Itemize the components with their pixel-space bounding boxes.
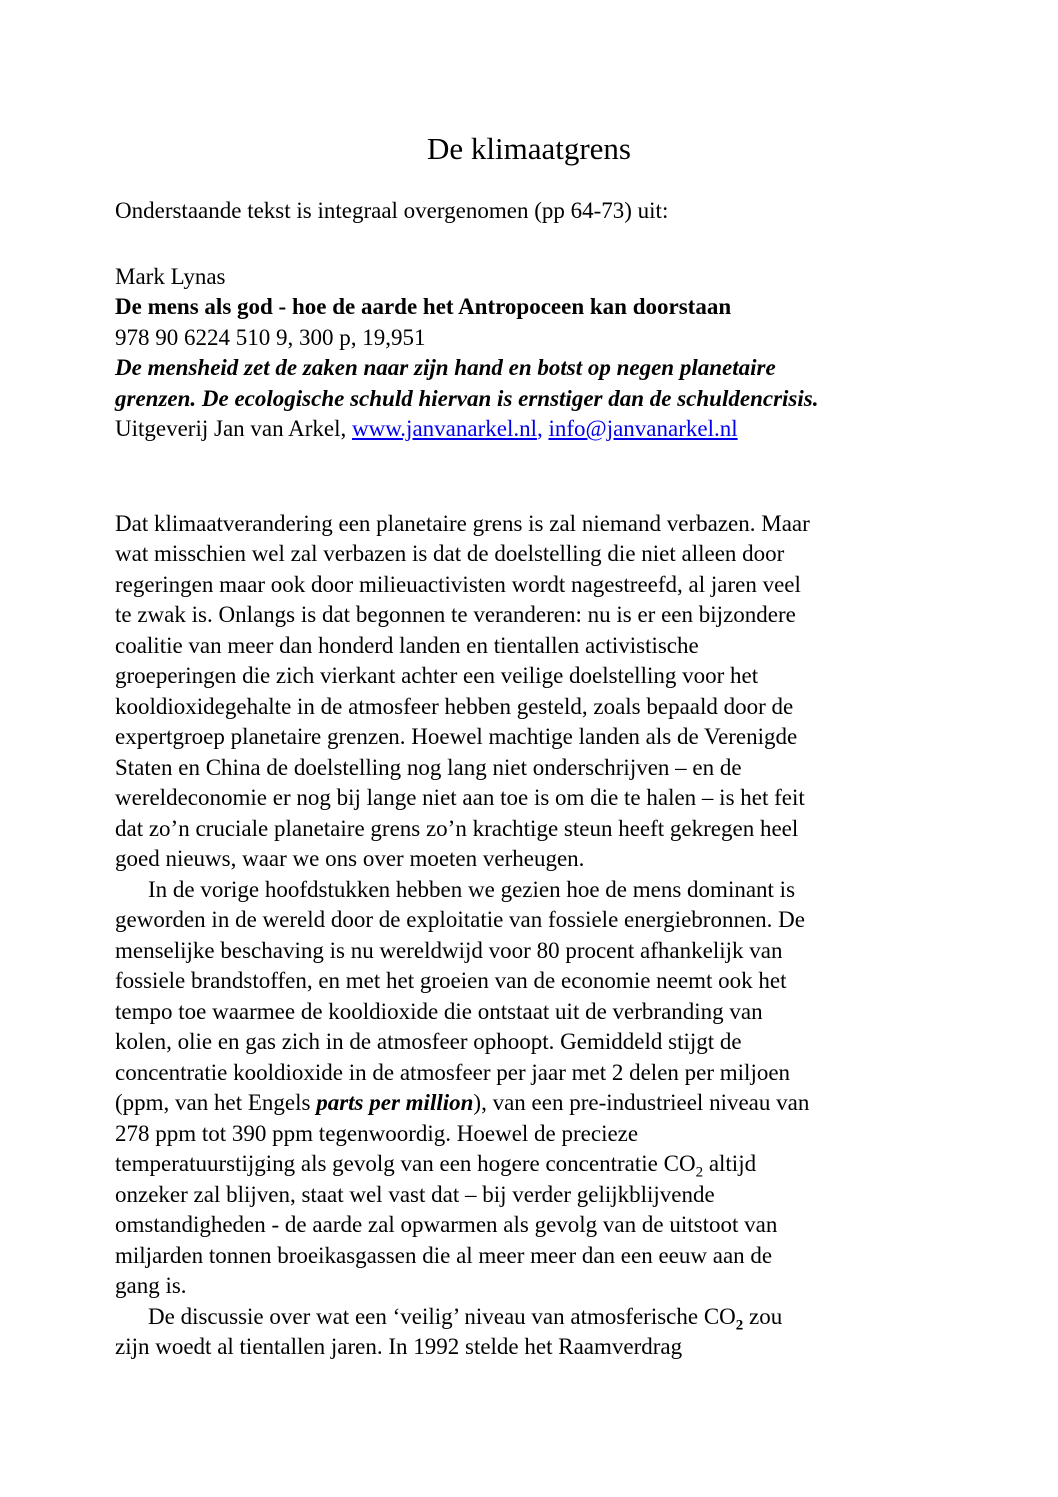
body-line: 278 ppm tot 390 ppm tegenwoordig. Hoewel de precieze — [115, 1120, 639, 1146]
body-line: omstandigheden - de aarde zal opwarmen als gevolg van de uitstoot van — [115, 1212, 778, 1237]
body-line: goed nieuws, waar we ons over moeten verheugen. — [115, 846, 585, 871]
page-title: De klimaatgrens — [426, 131, 631, 166]
body-line: tempo toe waarmee de kooldioxide die ontstaat uit de verbranding van — [115, 998, 763, 1024]
email-link[interactable]: info@janvanarkel.nl — [548, 416, 738, 441]
body-text-segment: (ppm, van het Engels — [115, 1090, 317, 1115]
body-text — [115, 509, 943, 1363]
body-line: kolen, olie en gas zich in de atmosfeer ophoopt. Gemiddeld stijgt de — [115, 1029, 742, 1054]
publisher-line — [115, 414, 943, 445]
body-text-segment: ), van een pre-industrieel niveau van — [473, 1090, 810, 1115]
body-line: Staten en China de doelstelling nog lang niet onderschrijven – en de — [115, 754, 742, 780]
body-text-segment: De discussie over wat een ‘veilig’ niveau van atmosferische CO — [148, 1303, 736, 1329]
book-tagline-line-1: De mensheid zet de zaken naar zijn hand en botst op negen planetaire — [115, 355, 776, 380]
body-line: Dat klimaatverandering een planetaire grens is zal niemand verbazen. Maar — [115, 510, 810, 536]
body-line: regeringen maar ook door milieuactivisten wordt nagestreefd, al jaren veel — [115, 571, 801, 597]
body-line: gang is. — [115, 1273, 187, 1298]
body-line: miljarden tonnen broeikasgassen die al meer meer dan een eeuw aan de — [115, 1242, 773, 1268]
document-content — [115, 0, 943, 1363]
body-line: In de vorige hoofdstukken hebben we gezien hoe de mens dominant is — [148, 876, 796, 902]
publisher-name: Uitgeverij Jan van Arkel, — [115, 416, 352, 441]
body-line: groeperingen die zich vierkant achter een veilige doelstelling voor het — [115, 663, 759, 688]
body-line — [115, 1149, 943, 1180]
website-link[interactable]: www.janvanarkel.nl — [351, 416, 537, 441]
book-meta-block — [115, 262, 943, 445]
body-line — [115, 1302, 943, 1333]
body-text-segment: altijd — [703, 1151, 757, 1176]
body-line — [115, 1088, 943, 1119]
book-author: Mark Lynas — [115, 263, 226, 289]
body-text-segment: temperatuurstijging als gevolg van een hogere concentratie CO — [115, 1151, 696, 1176]
body-line: menselijke beschaving is nu wereldwijd voor 80 procent afhankelijk van — [115, 937, 783, 963]
body-line: coalitie van meer dan honderd landen en tientallen activistische — [115, 632, 699, 658]
body-line: expertgroep planetaire grenzen. Hoewel machtige landen als de Verenigde — [115, 724, 798, 749]
body-line: zijn woedt al tientallen jaren. In 1992 stelde het Raamverdrag — [115, 1334, 683, 1359]
body-line: dat zo’n cruciale planetaire grens zo’n krachtige steun heeft gekregen heel — [115, 815, 799, 841]
book-isbn-price: 978 90 6224 510 9, 300 p, 19,951 — [115, 324, 426, 350]
book-title: De mens als god - hoe de aarde het Antropoceen kan doorstaan — [115, 294, 732, 319]
body-line: concentratie kooldioxide in de atmosfeer per jaar met 2 delen per miljoen — [115, 1059, 791, 1085]
body-line: wat misschien wel zal verbazen is dat de doelstelling die niet alleen door — [115, 541, 785, 566]
book-tagline-line-2: grenzen. De ecologische schuld hiervan is ernstiger dan de schuldencrisis. — [115, 385, 819, 411]
subscript-text: 2 — [695, 1164, 704, 1181]
body-line: geworden in de wereld door de exploitatie van fossiele energiebronnen. De — [115, 907, 805, 932]
body-line: fossiele brandstoffen, en met het groeien van de economie neemt ook het — [115, 968, 787, 993]
link-separator: , — [536, 416, 549, 441]
body-line: wereldeconomie er nog bij lange niet aan toe is om die te halen – is het feit — [115, 785, 805, 810]
intro-line: Onderstaande tekst is integraal overgenomen (pp 64-73) uit: — [115, 198, 669, 223]
body-text-segment: zou — [743, 1303, 783, 1329]
body-line: te zwak is. Onlangs is dat begonnen te veranderen: nu is er een bijzondere — [115, 602, 796, 627]
body-line: onzeker zal blijven, staat wel vast dat – bij verder gelijkblijvende — [115, 1181, 715, 1207]
body-text-segment: parts per million — [316, 1090, 474, 1115]
subscript-text: 2 — [735, 1317, 744, 1334]
body-line: kooldioxidegehalte in de atmosfeer hebben gesteld, zoals bepaald door de — [115, 693, 794, 719]
